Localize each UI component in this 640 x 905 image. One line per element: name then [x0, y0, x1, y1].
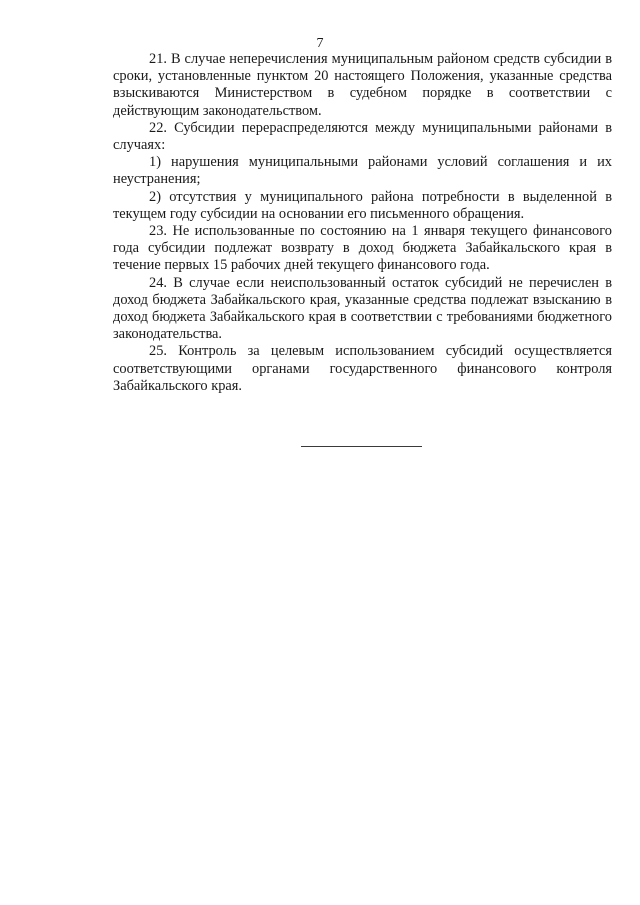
page-number: 7: [316, 36, 324, 51]
paragraph-22: 22. Субсидии перераспределяются между муниципальными районами в случаях:: [113, 119, 612, 154]
paragraph-22-item-1: 1) нарушения муниципальными районами условий соглашения и их неустранения;: [113, 154, 612, 188]
end-of-document-rule: [301, 446, 422, 447]
document-body: [113, 51, 612, 395]
paragraph-25: 25. Контроль за целевым использованием субсидий осуществляется соответствующими органами государственного финансового контроля Забайкальского края.: [113, 343, 612, 394]
paragraph-24: 24. В случае если неиспользованный остаток субсидий не перечислен в доход бюджета Забайкальского края, указанные средства подлежат взысканию в доход бюджета Забайкальского края в соответствии с требованиями бюджетного законодательства.: [113, 274, 612, 343]
paragraph-23: 23. Не использованные по состоянию на 1 января текущего финансового года субсидии подлежат возврату в доход бюджета Забайкальского края в течение первых 15 рабочих дней текущего финансового года.: [113, 223, 612, 274]
paragraph-21: 21. В случае неперечисления муниципальным районом средств субсидии в сроки, установленные пунктом 20 настоящего Положения, указанные средства взыскиваются Министерством в судебном порядке в соответствии с действующим законодательством.: [113, 51, 612, 119]
paragraph-22-item-2: 2) отсутствия у муниципального района потребности в выделенной в текущем году субсидии на основании его письменного обращения.: [113, 188, 612, 222]
